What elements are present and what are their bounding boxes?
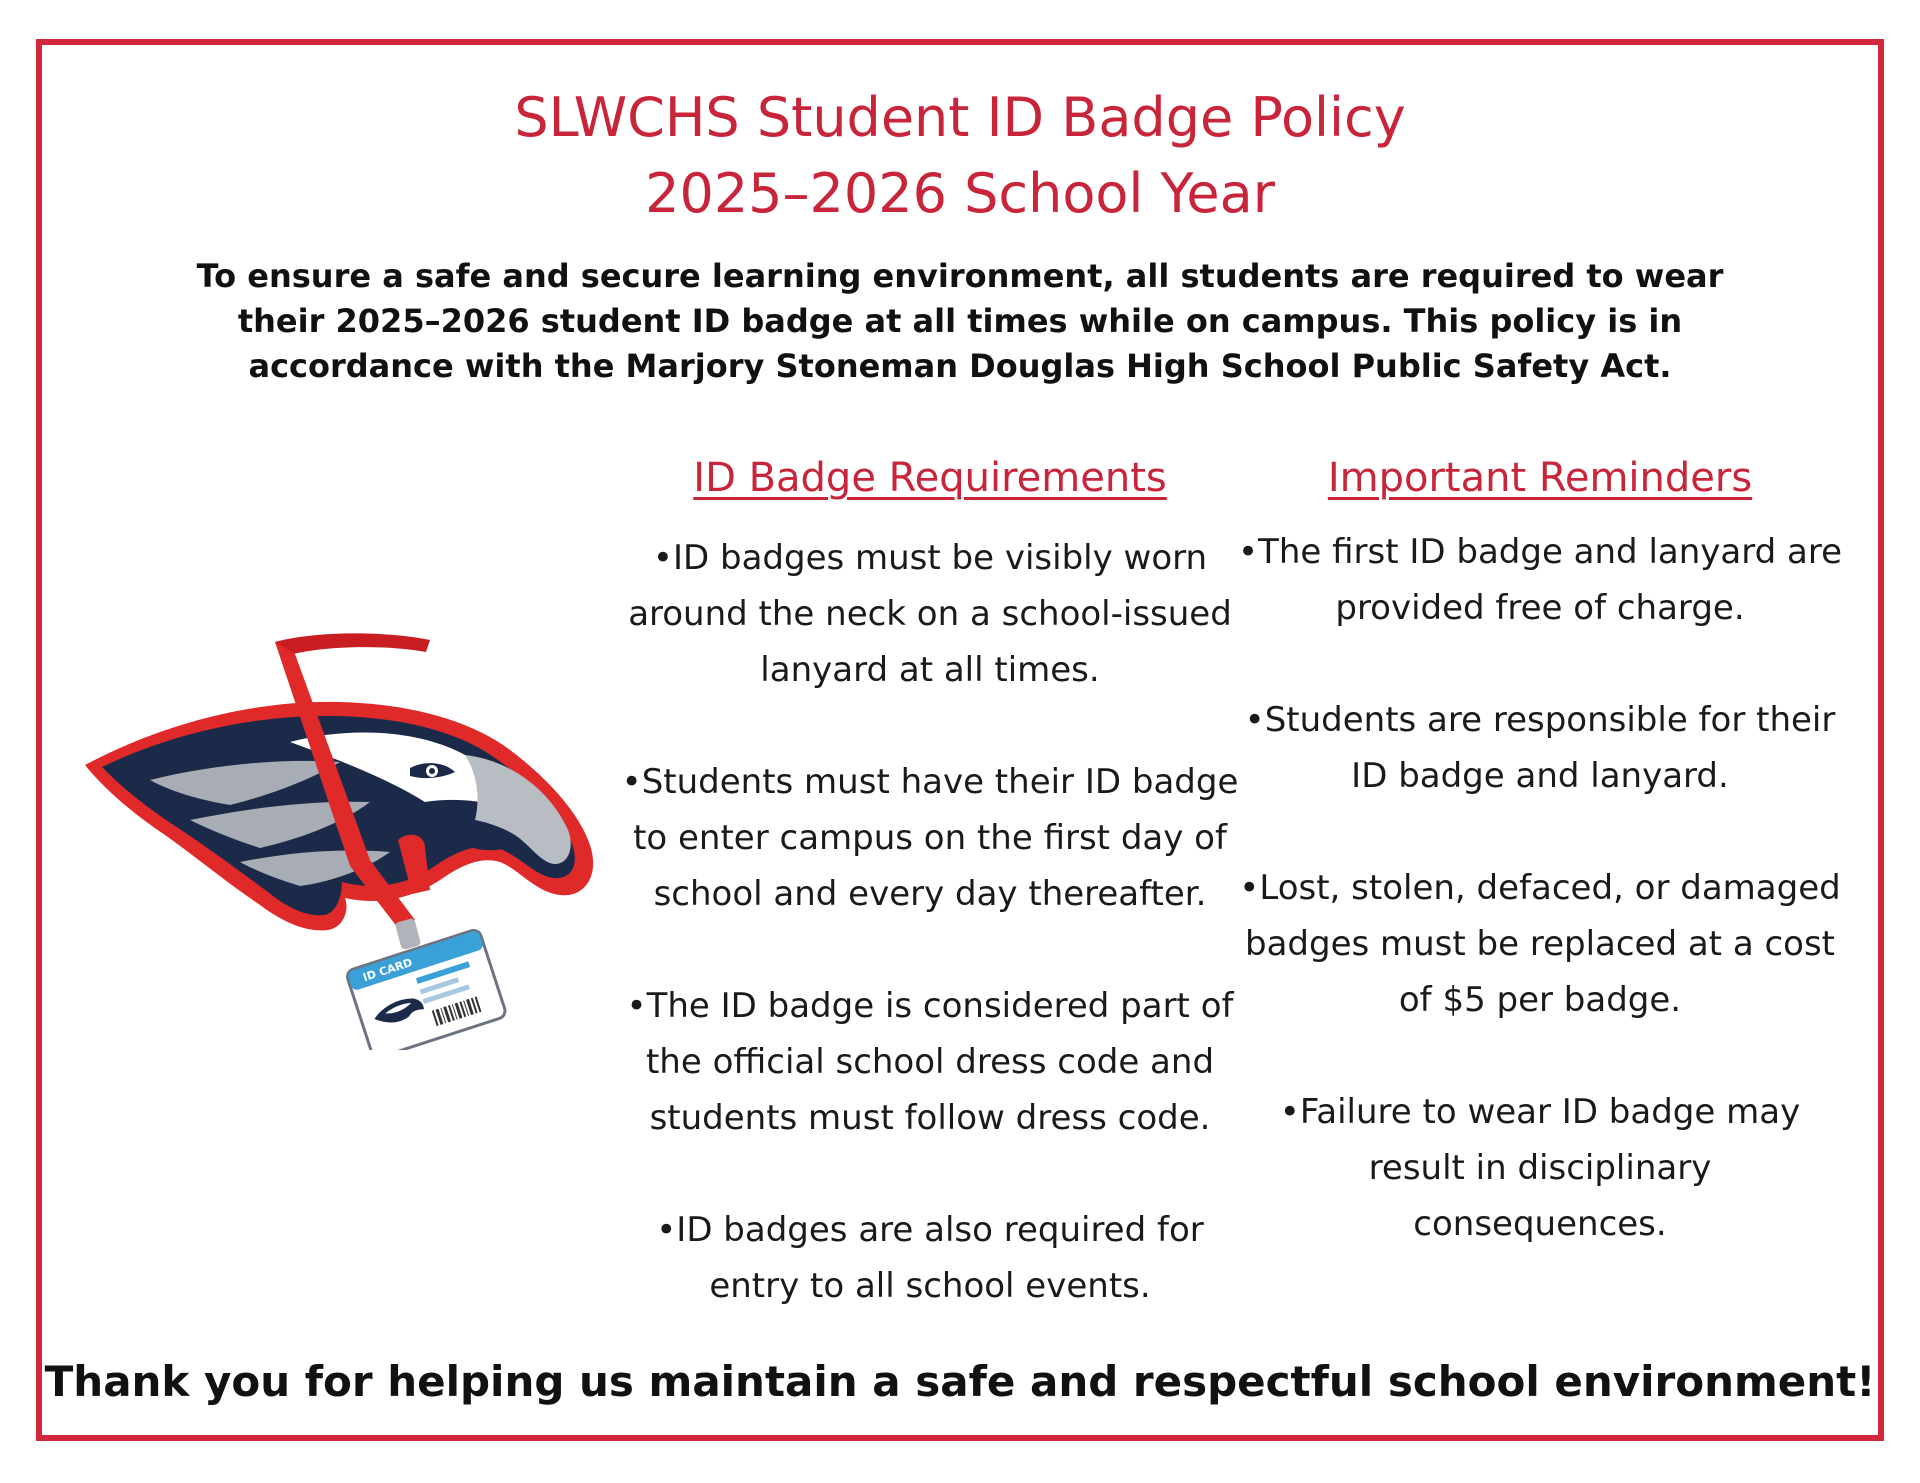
requirements-list (600, 530, 1260, 1314)
list-item: •The ID badge is considered part of the official school dress code and students must follow dress code. (626, 986, 1234, 1138)
list-item: •The first ID badge and lanyard are provided free of charge. (1238, 532, 1842, 628)
list-item: •ID badges are also required for entry to all school events. (656, 1210, 1204, 1306)
list-item: •Students are responsible for their ID badge and lanyard. (1244, 700, 1836, 796)
list-item: •ID badges must be visibly worn around the neck on a school-issued lanyard at all times. (628, 538, 1232, 690)
page-title-line2: 2025–2026 School Year (645, 162, 1275, 225)
list-item: •Lost, stolen, defaced, or damaged badges must be replaced at a cost of $5 per badge. (1239, 868, 1841, 1020)
thank-you-message: Thank you for helping us maintain a safe and respectful school environment! (44, 1357, 1876, 1406)
eagle-mascot-with-id-badge-icon (80, 630, 610, 1050)
reminders-column (1230, 450, 1850, 1308)
requirements-column (600, 450, 1260, 1370)
reminders-list (1230, 524, 1850, 1252)
requirements-heading: ID Badge Requirements (693, 455, 1167, 501)
reminders-heading: Important Reminders (1327, 455, 1753, 501)
list-item: •Failure to wear ID badge may result in disciplinary consequences. (1279, 1092, 1801, 1244)
intro-paragraph: To ensure a safe and secure learning environment, all students are required to wear their 2025–2026 student ID badge at all times while on campus. This policy is in accordance with the Marjory Stoneman Douglas High School Public Safety Act. (196, 257, 1724, 385)
page-title-line1: SLWCHS Student ID Badge Policy (514, 86, 1406, 149)
id-card-text: ID CARD (361, 955, 415, 985)
list-item: •Students must have their ID badge to enter campus on the first day of school and every day thereafter. (621, 762, 1239, 914)
